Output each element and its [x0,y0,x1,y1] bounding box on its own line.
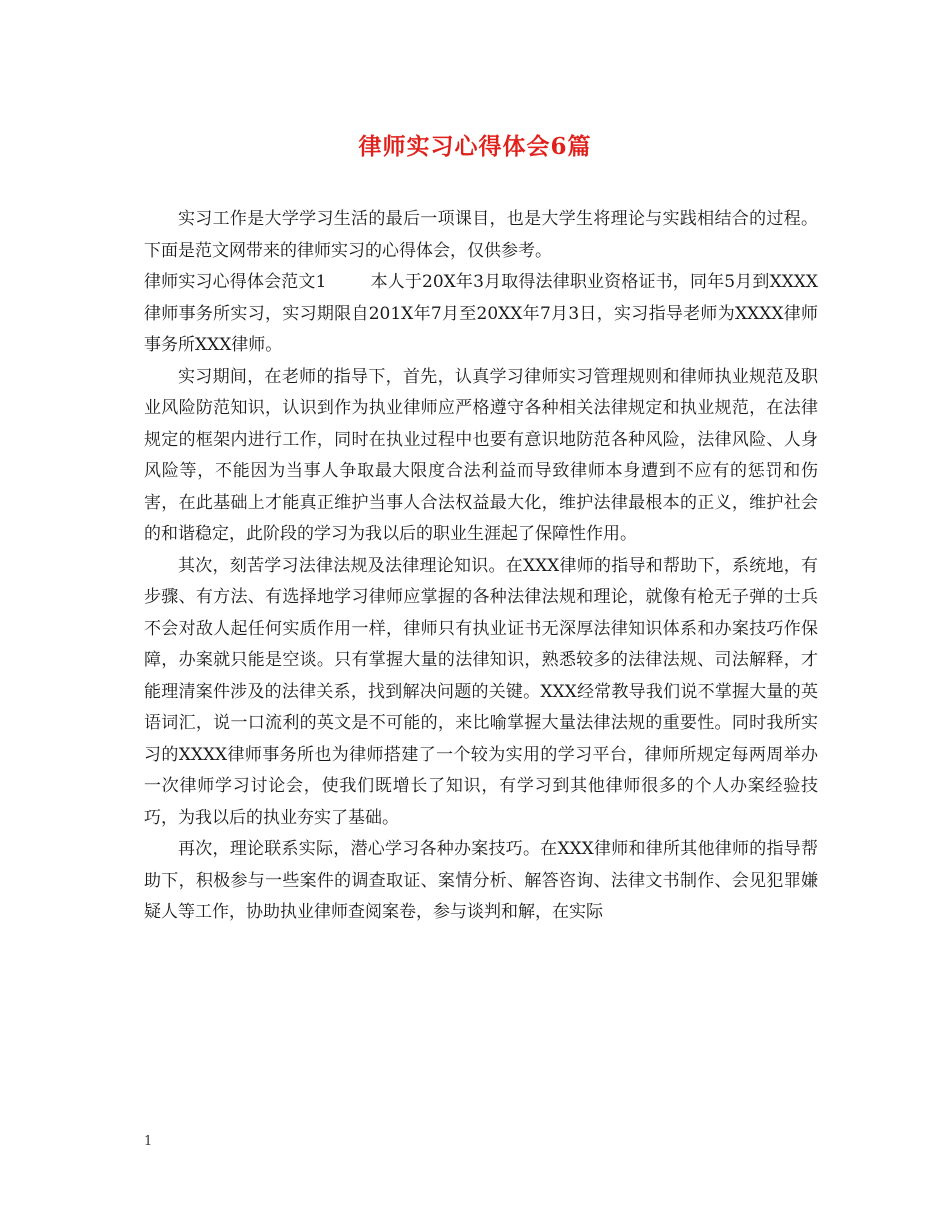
sample-heading: 律师实习心得体会范文1 [144,272,327,292]
sample-intro: 本人于20X年3月取得法律职业资格证书，同年5月到XXXX律师事务所实习，实习期限自201X年7月至20XX年7月3日，实习指导老师为XXXX律师事务所XXX律师。 [144,272,818,355]
body-paragraph-1: 实习期间，在老师的指导下，首先，认真学习律师实习管理规则和律师执业规范及职业风险防范知识，认识到作为执业律师应严格遵守各种相关法律规定和执业规范，在法律规定的框架内进行工作，同时在执业过程中也要有意识地防范各种风险，法律风险、人身风险等，不能因为当事人争取最大限度合法利益而导致律师本身遭到不应有的惩罚和伤害，在此基础上才能真正维护当事人合法权益最大化，维护法律最根本的正义，维护社会的和谐稳定，此阶段的学习为我以后的职业生涯起了保障性作用。 [144,366,818,544]
body-paragraph-2: 其次，刻苦学习法律法规及法律理论知识。在XXX律师的指导和帮助下，系统地，有步骤、有方法、有选择地学习律师应掌握的各种法律法规和理论，就像有枪无子弹的士兵不会对敌人起任何实质作用一样，律师只有执业证书无深厚法律知识体系和办案技巧作保障，办案就只能是空谈。只有掌握大量的法律知识，熟悉较多的法律法规、司法解释，才能理清案件涉及的法律关系，找到解决问题的关键。XXX经常教导我们说不掌握大量的英语词汇，说一口流利的英文是不可能的，来比喻掌握大量法律法规的重要性。同时我所实习的XXXX律师事务所也为律师搭建了一个较为实用的学习平台，律师所规定每两周举办一次律师学习讨论会，使我们既增长了知识，有学习到其他律师很多的个人办案经验技巧，为我以后的执业夯实了基础。 [144,555,818,828]
document-body [144,204,818,929]
intro-paragraph: 实习工作是大学学习生活的最后一项课目，也是大学生将理论与实践相结合的过程。下面是范文网带来的律师实习的心得体会，仅供参考。 [144,209,818,261]
sample-paragraph [144,267,818,362]
document-title: 律师实习心得体会6篇 [358,133,592,160]
body-paragraph-3: 再次，理论联系实际，潜心学习各种办案技巧。在XXX律师和律所其他律师的指导帮助下，积极参与一些案件的调查取证、案情分析、解答咨询、法律文书制作、会见犯罪嫌疑人等工作，协助执业律师查阅案卷，参与谈判和解，在实际 [144,839,818,922]
page-number: 1 [144,1134,153,1149]
